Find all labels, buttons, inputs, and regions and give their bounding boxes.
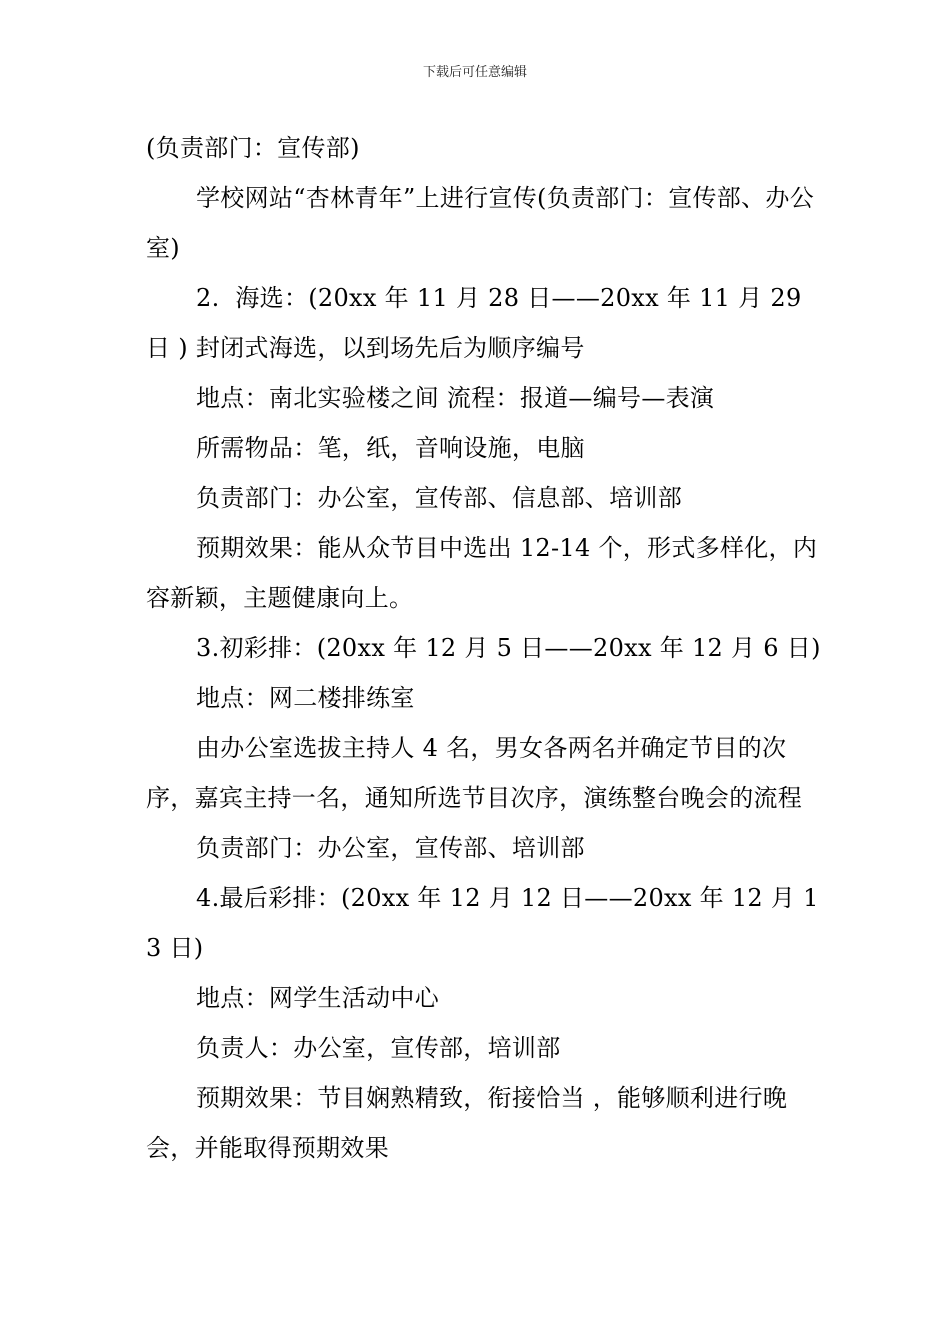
paragraph: 地点：网二楼排练室 — [196, 684, 415, 712]
paragraph: 负责部门：办公室，宣传部、信息部、培训部 — [196, 484, 682, 512]
page-header-note: 下载后可任意编辑 — [422, 65, 527, 80]
paragraph: 由办公室选拔主持人 4 名，男女各两名并确定节目的次序，嘉宾主持一名，通知所选节目次序，演练整台晚会的流程 — [146, 734, 803, 812]
paragraph: 负责部门：办公室，宣传部、培训部 — [196, 834, 585, 862]
paragraph: 学校网站“杏林青年”上进行宣传(负责部门：宣传部、办公室) — [146, 184, 815, 262]
paragraph: 4.最后彩排：(20xx 年 12 月 12 日——20xx 年 12 月 13 日) — [146, 884, 819, 962]
document-body — [146, 123, 822, 1173]
paragraph: 3.初彩排：(20xx 年 12 月 5 日——20xx 年 12 月 6 日) — [196, 634, 821, 662]
paragraph: 所需物品：笔，纸，音响设施，电脑 — [196, 434, 585, 462]
paragraph: 负责人：办公室，宣传部，培训部 — [196, 1034, 561, 1062]
paragraph: 2. 海选：(20xx 年 11 月 28 日——20xx 年 11 月 29 日 ) 封闭式海选，以到场先后为顺序编号 — [146, 284, 810, 362]
paragraph: 地点：南北实验楼之间 流程：报道—编号—表演 — [196, 384, 715, 412]
paragraph: 预期效果：能从众节目中选出 12-14 个，形式多样化，内容新颖，主题健康向上。 — [146, 534, 818, 612]
paragraph: (负责部门：宣传部) — [146, 134, 360, 162]
paragraph: 地点：网学生活动中心 — [196, 984, 439, 1012]
paragraph: 预期效果：节目娴熟精致，衔接恰当 ，能够顺利进行晚会，并能取得预期效果 — [146, 1084, 788, 1162]
